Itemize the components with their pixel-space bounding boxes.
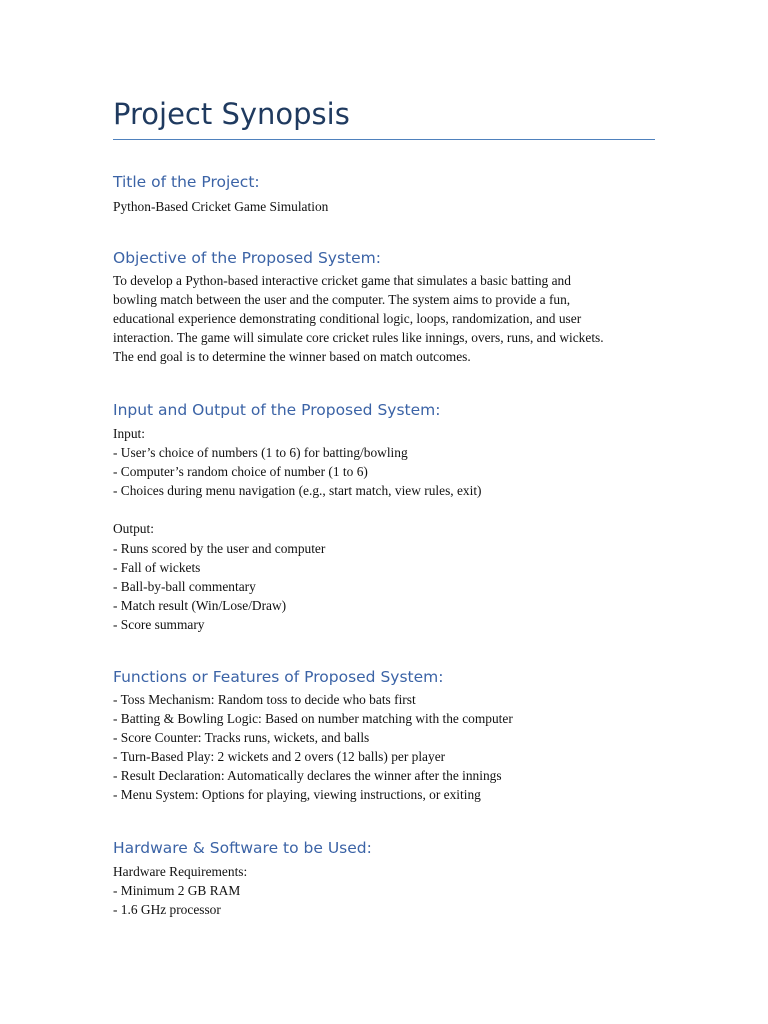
section-heading: Objective of the Proposed System: <box>113 249 381 267</box>
list-item: - User’s choice of numbers (1 to 6) for batting/bowling <box>113 445 408 461</box>
list-item: - Batting & Bowling Logic: Based on number matching with the computer <box>113 711 513 727</box>
list-item: - Computer’s random choice of number (1 to 6) <box>113 464 368 480</box>
section-functions <box>113 667 673 805</box>
list-item: - Toss Mechanism: Random toss to decide who bats first <box>113 692 416 707</box>
section-heading: Title of the Project: <box>113 173 260 191</box>
paragraph-line: interaction. The game will simulate core cricket rules like innings, overs, runs, and wickets. <box>113 330 604 346</box>
section-objective <box>113 248 673 366</box>
paragraph-line: bowling match between the user and the computer. The system aims to provide a fun, <box>113 292 571 308</box>
paragraph-line: The end goal is to determine the winner based on match outcomes. <box>113 349 471 365</box>
document-title: Project Synopsis <box>113 97 350 131</box>
section-heading: Input and Output of the Proposed System: <box>113 401 441 419</box>
list-item: - Fall of wickets <box>113 559 201 575</box>
section-title-of-project <box>113 172 673 216</box>
section-input-output <box>113 400 673 634</box>
list-item: - Match result (Win/Lose/Draw) <box>113 597 287 613</box>
list-item: - Turn-Based Play: 2 wickets and 2 overs (12 balls) per player <box>113 749 446 765</box>
list-item: - Minimum 2 GB RAM <box>113 883 241 899</box>
section-hardware-software <box>113 838 673 919</box>
list-item: - Menu System: Options for playing, viewing instructions, or exiting <box>113 787 481 803</box>
section-heading: Functions or Features of Proposed System: <box>113 668 444 686</box>
project-title-text: Python-Based Cricket Game Simulation <box>113 199 329 214</box>
list-item: - Runs scored by the user and computer <box>113 540 326 556</box>
blank-line <box>113 500 673 519</box>
list-item: - Score Counter: Tracks runs, wickets, and balls <box>113 730 370 746</box>
output-label: Output: <box>113 521 154 537</box>
list-item: - Score summary <box>113 616 205 632</box>
list-item: - Ball-by-ball commentary <box>113 578 256 594</box>
section-heading: Hardware & Software to be Used: <box>113 839 372 857</box>
paragraph-line: To develop a Python-based interactive cricket game that simulates a basic batting and <box>113 273 571 288</box>
list-item: - 1.6 GHz processor <box>113 902 221 918</box>
list-item: - Choices during menu navigation (e.g., start match, view rules, exit) <box>113 483 482 499</box>
input-label: Input: <box>113 426 145 441</box>
paragraph-line: educational experience demonstrating conditional logic, loops, randomization, and user <box>113 311 582 327</box>
title-underline <box>113 139 655 140</box>
list-item: - Result Declaration: Automatically declares the winner after the innings <box>113 768 502 784</box>
hardware-label: Hardware Requirements: <box>113 864 248 879</box>
